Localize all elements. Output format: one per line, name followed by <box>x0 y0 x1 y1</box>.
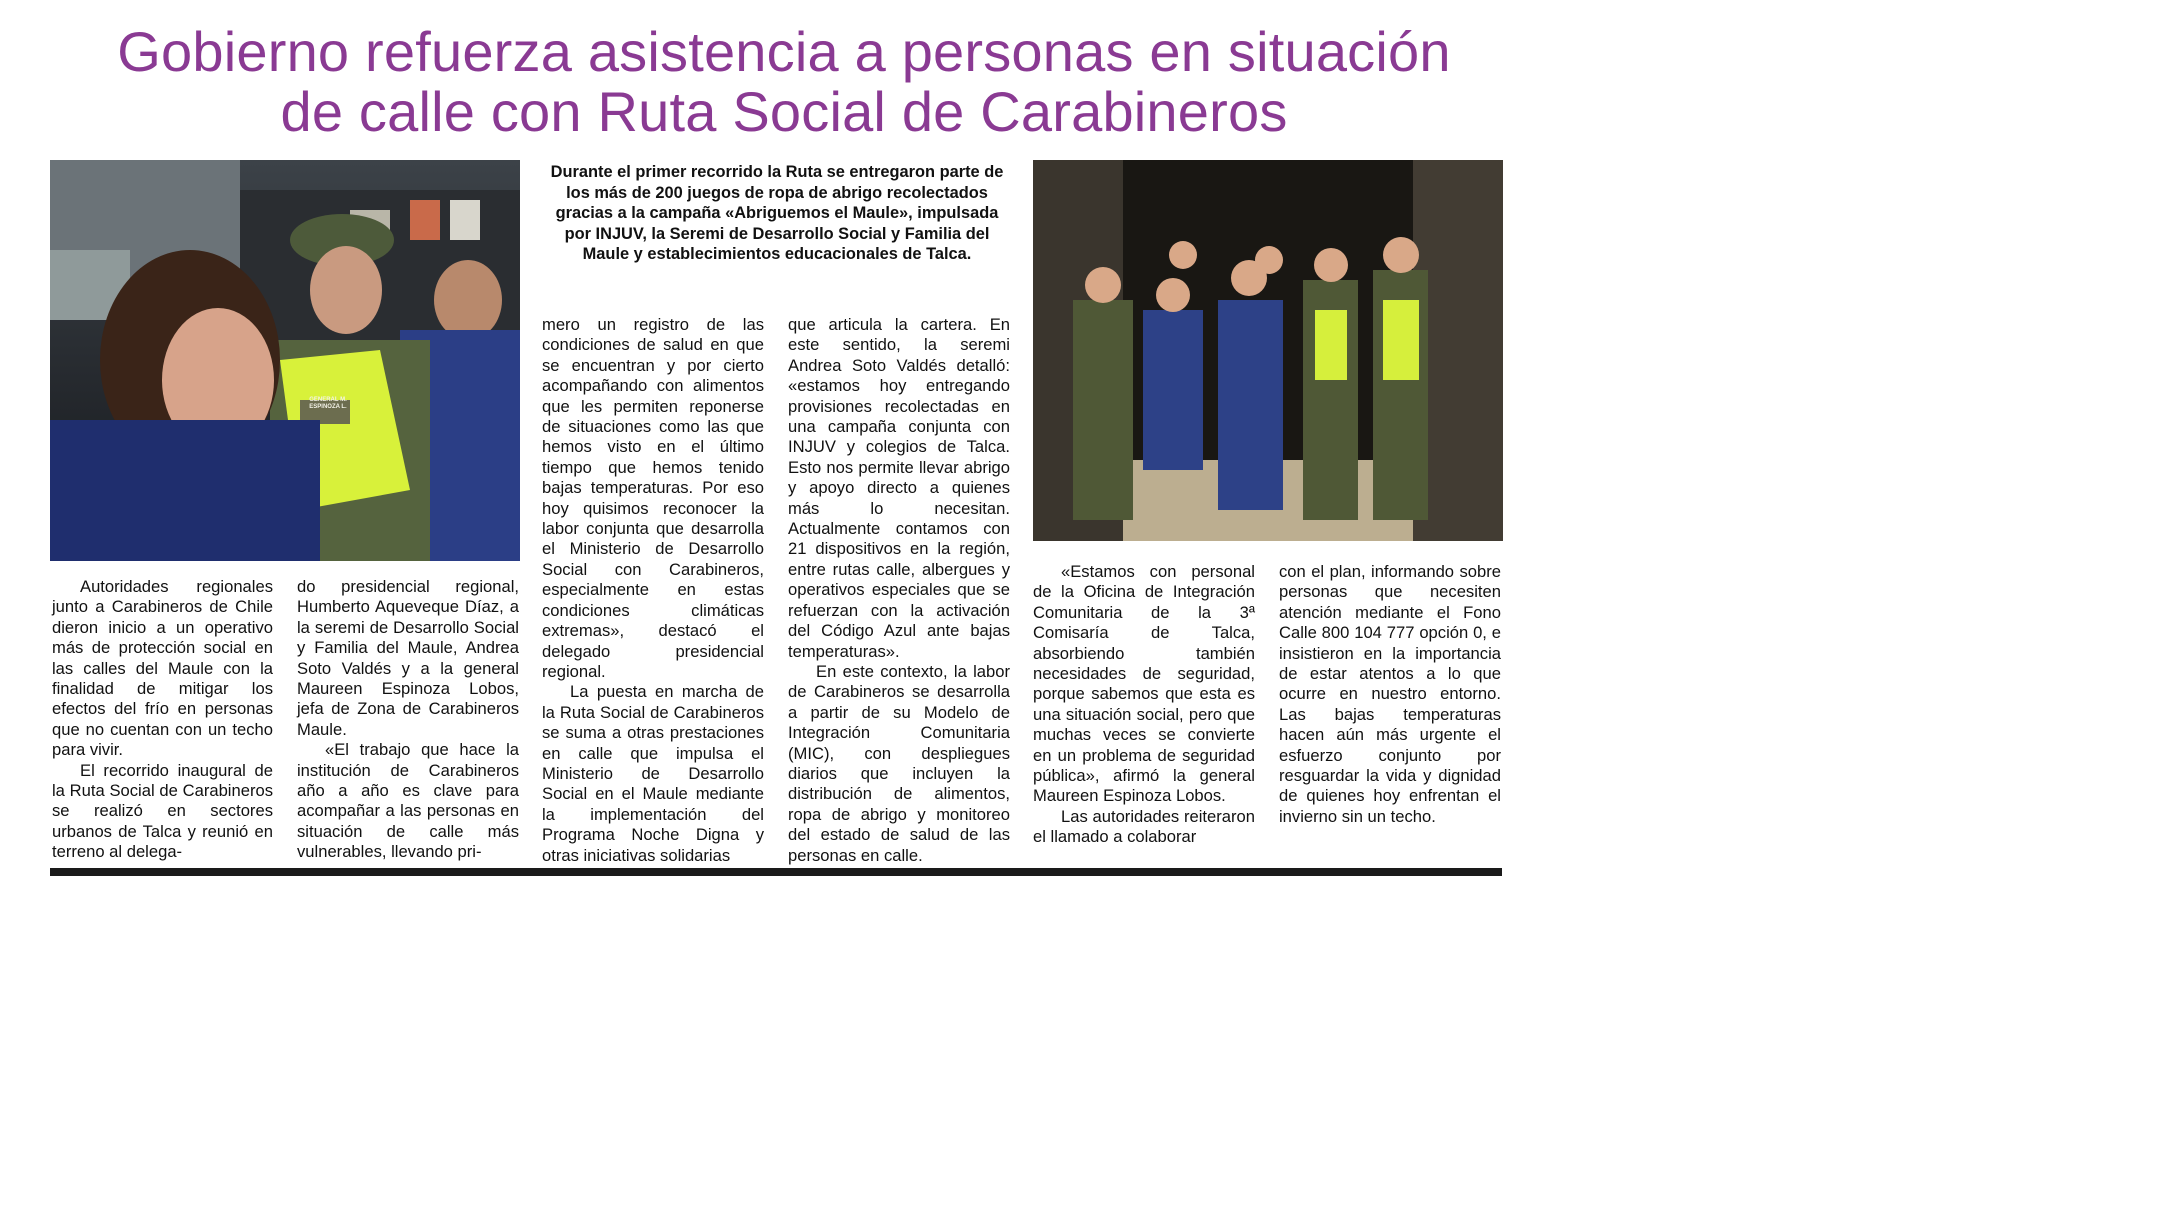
paragraph: En este contexto, la labor de Carabineros se desarrolla a partir de su Modelo de Integración Comunitaria (MIC), con despliegues diarios que incluyen la distribución de alimentos, ropa de abrigo y monitoreo del estado de salud de las personas en calle. <box>788 661 1010 865</box>
body-column-2 <box>297 577 519 863</box>
paragraph: El recorrido inaugural de la Ruta Social de Carabineros se realizó en sectores urbanos de Talca y reunió en terreno al delega- <box>52 760 273 862</box>
paragraph: con el plan, informando sobre personas que necesiten atención mediante el Fono Calle 800 104 777 opción 0, e insistieron en la importancia de estar atentos a lo que ocurre en nuestro entorno. Las bajas temperaturas hacen aún más urgente el esfuerzo conjunto por resguardar la vida y dignidad de quienes hoy enfrentan el invierno sin un techo. <box>1279 562 1501 826</box>
paragraph: Autoridades regionales junto a Carabineros de Chile dieron inicio a un operativo más de protección social en las calles del Maule con la finalidad de mitigar los efectos del frío en personas que no cuentan con un techo para vivir. <box>52 577 273 760</box>
photo-authorities-closeup <box>50 160 520 561</box>
officer-name-badge: GENERAL M. ESPINOZA L. <box>309 397 347 410</box>
body-column-6 <box>1279 562 1501 827</box>
body-column-4 <box>788 315 1010 866</box>
paragraph: Las autoridades reiteraron el llamado a colaborar <box>1033 806 1255 847</box>
paragraph: «Estamos con personal de la Oficina de Integración Comunitaria de la 3ª Comisaría de Talca, absorbiendo también necesidades de seguridad, porque sabemos que esta es una situación social, pero que muchas veces se convierte en un problema de seguridad pública», afirmó la general Maureen Espinoza Lobos. <box>1033 562 1255 806</box>
body-column-1 <box>52 577 273 863</box>
lede-summary: Durante el primer recorrido la Ruta se entregaron parte de los más de 200 juegos de ropa de abrigo recolectados gracias a la campaña «Abriguemos el Maule», impulsada por INJUV, la Seremi de Desarrollo Social y Familia del Maule y establecimientos educacionales de Talca. <box>550 163 1004 264</box>
photo-group-night <box>1033 160 1503 541</box>
body-column-3 <box>542 315 764 866</box>
paragraph: mero un registro de las condiciones de salud en que se encuentran y por cierto acompañando con alimentos que les permiten reponerse de situaciones como las que hemos visto en el último tiempo que hemos tenido bajas temperaturas. Por eso hoy quisimos reconocer la labor conjunta que desarrolla el Ministerio de Desarrollo Social con Carabineros, especialmente en estas condiciones climáticas extremas», destacó el delegado presidencial regional. <box>542 315 764 681</box>
bottom-rule <box>50 868 1502 876</box>
paragraph: La puesta en marcha de la Ruta Social de Carabineros se suma a otras prestaciones en calle que impulsa el Ministerio de Desarrollo Social en el Maule mediante la implementación del Programa Noche Digna y otras iniciativas solidarias <box>542 682 764 865</box>
headline-line-2: de calle con Ruta Social de Carabineros <box>280 80 1288 143</box>
paragraph: que articula la cartera. En este sentido, la seremi Andrea Soto Valdés detalló: «estamos hoy entregando provisiones recolectadas en una campaña conjunta con INJUV y colegios de Talca. Esto nos permite llevar abrigo y apoyo directo a quienes más lo necesitan. Actualmente contamos con 21 dispositivos en la región, entre rutas calle, albergues y operativos especiales que se refuerzan con la activación del Código Azul ante bajas temperaturas». <box>788 315 1010 661</box>
headline <box>40 22 1528 142</box>
paragraph: «El trabajo que hace la institución de Carabineros año a año es clave para acompañar a las personas en situación de calle más vulnerables, llevando pri- <box>297 740 519 862</box>
paragraph: do presidencial regional, Humberto Aqueveque Díaz, a la seremi de Desarrollo Social y Familia del Maule, Andrea Soto Valdés y a la general Maureen Espinoza Lobos, jefa de Zona de Carabineros Maule. <box>297 577 519 739</box>
body-column-5 <box>1033 562 1255 848</box>
headline-line-1: Gobierno refuerza asistencia a personas en situación <box>117 20 1451 83</box>
